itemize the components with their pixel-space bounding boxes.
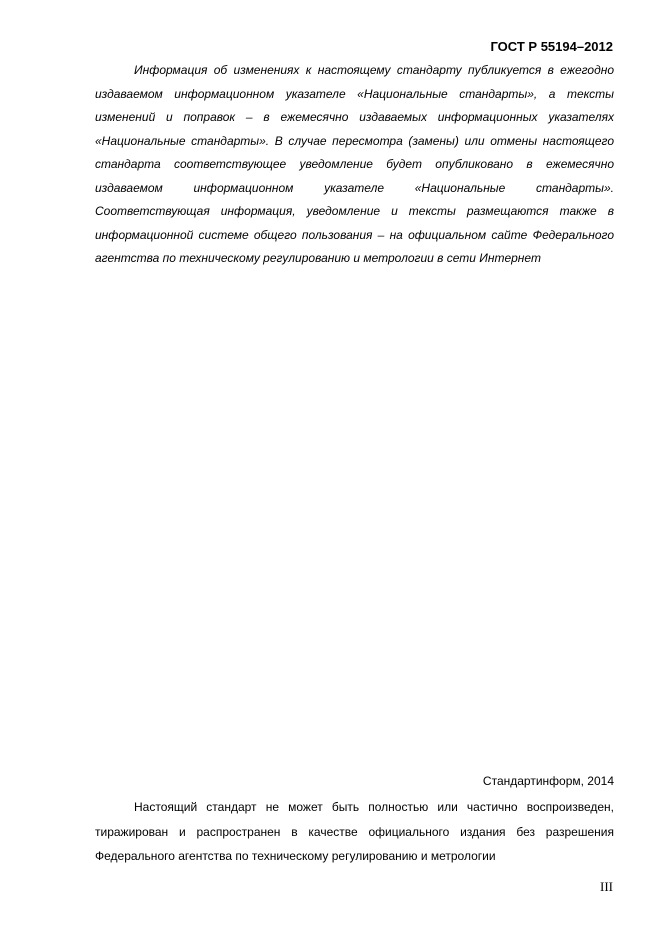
copyright-paragraph: Настоящий стандарт не может быть полностью или частично воспроизведен, тиражирован и распространен в качестве официального издания без разрешения Федерального агентства по техническому регулированию и метрологии: [95, 800, 614, 863]
document-code: ГОСТ Р 55194–2012: [490, 39, 613, 54]
page-number: III: [600, 879, 613, 894]
amendments-info-paragraph: Информация об изменениях к настоящему стандарту публикуется в ежегодно издаваемом информационном указателе «Национальные стандарты», а тексты изменений и поправок – в ежемесячно издаваемых информационных указателях «Национальные стандарты». В случае пересмотра (замены) или отмены настоящего стандарта соответствующее уведомление будет опубликовано в ежемесячно издаваемом информационном указателе «Национальные стандарты». Соответствующая информация, уведомление и тексты размещаются также в информационной системе общего пользования – на официальном сайте Федерального агентства по техническому регулированию и метрологии в сети Интернет: [95, 63, 614, 265]
publisher-line: Стандартинформ, 2014: [482, 774, 614, 788]
